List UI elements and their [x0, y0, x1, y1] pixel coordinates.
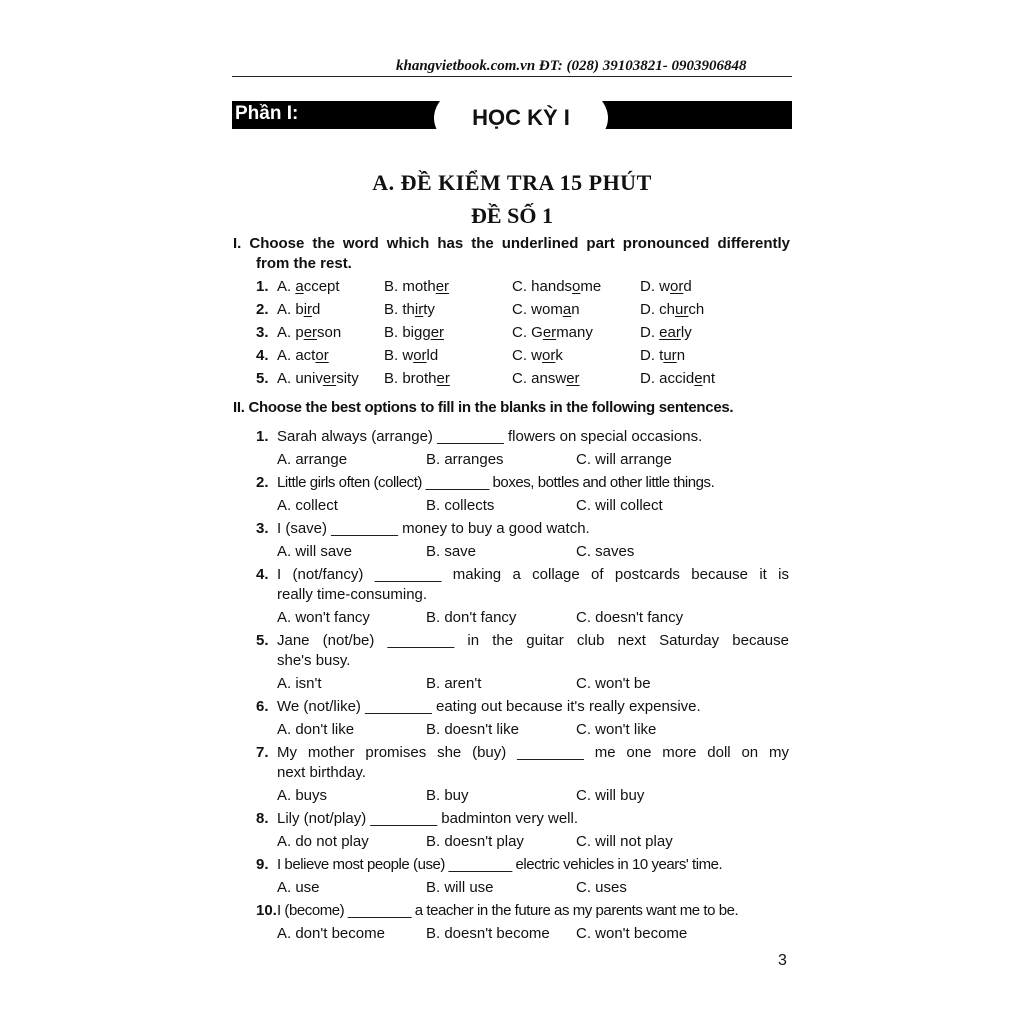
page-number: 3 [778, 952, 787, 969]
part2-question-text: Lily (not/play) ________ badminton very well. [277, 810, 579, 827]
underlined-sound: ear [659, 324, 681, 341]
option-text: B. moth [384, 278, 436, 295]
option-text: C. G [512, 324, 543, 341]
option-text: C. w [512, 347, 542, 364]
part2-option-a: A. collect [277, 497, 338, 514]
part2-question-text: I believe most people (use) ________ electric vehicles in 10 years' time. [277, 856, 723, 873]
option-text: n [571, 301, 580, 318]
part2-option-c: C. won't become [576, 925, 688, 942]
option-text: ccept [303, 278, 340, 295]
underlined-sound: er [430, 324, 445, 341]
option-text: ty [423, 301, 435, 318]
part2-option-c: C. will collect [576, 497, 663, 514]
part2-option-c: C. uses [576, 879, 627, 896]
option-text: A. p [277, 324, 304, 341]
part2-question-text-cont: really time-consuming. [277, 586, 428, 603]
part2-option-a: A. buys [277, 787, 328, 804]
header-divider [232, 76, 792, 77]
option-text: A. act [277, 347, 316, 364]
part1-option [512, 277, 601, 297]
part2-option-a: A. arrange [277, 451, 348, 468]
part1-option [384, 323, 444, 343]
option-text: sity [336, 370, 359, 387]
underlined-sound: a [562, 301, 572, 318]
underlined-sound: ur [675, 301, 689, 318]
part2-option-b: B. buy [426, 787, 469, 804]
option-text: me [580, 278, 602, 295]
underlined-sound: er [542, 324, 557, 341]
part2-option-c: C. will not play [576, 833, 673, 850]
part1-question-number: 4. [256, 347, 269, 364]
option-text: A. [277, 278, 296, 295]
part1-option [640, 323, 692, 343]
option-text: k [555, 347, 563, 364]
part1-option [512, 300, 580, 320]
part2-question-text: I (become) ________ a teacher in the future as my parents want me to be. [277, 902, 739, 919]
part2-option-a: A. won't fancy [277, 609, 370, 626]
part2-option-b: B. aren't [426, 675, 482, 692]
part1-option [512, 346, 563, 366]
test-title: ĐỀ SỐ 1 [471, 203, 553, 228]
part1-question-number: 2. [256, 301, 269, 318]
part2-option-a: A. don't become [277, 925, 385, 942]
underlined-sound: e [694, 370, 703, 387]
option-text: n [676, 347, 686, 364]
header-publisher-info: khangvietbook.com.vn ĐT: (028) 39103821- 0903906848 [396, 58, 747, 74]
part1-option [277, 277, 340, 297]
part1-question-number: 1. [256, 278, 269, 295]
part-label: Phần I: [235, 103, 299, 124]
part2-option-a: A. do not play [277, 833, 369, 850]
part2-question-text: We (not/like) ________ eating out because it's really expensive. [277, 698, 701, 715]
part2-question-text: I (not/fancy) ________ making a collage of postcards because it is [277, 566, 789, 583]
part2-question-text-cont: she's busy. [277, 652, 351, 669]
part2-option-c: C. saves [576, 543, 635, 560]
semester-title: HỌC KỲ I [472, 105, 570, 130]
option-text: ch [688, 301, 705, 318]
part2-option-b: B. doesn't become [426, 925, 550, 942]
part1-instruction: I. Choose the word which has the underlined part pronounced differently [233, 235, 790, 252]
part1-option [640, 346, 685, 366]
part2-option-b: B. save [426, 543, 477, 560]
part2-option-b: B. will use [426, 879, 494, 896]
option-text: C. wom [512, 301, 563, 318]
part1-option [512, 369, 580, 389]
option-text: d [312, 301, 321, 318]
part2-option-a: A. use [277, 879, 320, 896]
part1-option [277, 369, 359, 389]
option-text: B. w [384, 347, 414, 364]
option-text: D. accid [640, 370, 695, 387]
part2-question-number: 6. [256, 698, 269, 715]
part2-option-a: A. don't like [277, 721, 355, 738]
option-text: son [317, 324, 342, 341]
part1-question-number: 5. [256, 370, 269, 387]
underlined-sound: a [295, 278, 304, 295]
part2-option-b: B. doesn't like [426, 721, 519, 738]
part2-option-a: A. isn't [277, 675, 322, 692]
part2-option-c: C. doesn't fancy [576, 609, 684, 626]
part1-option [277, 346, 329, 366]
part2-question-number: 7. [256, 744, 269, 761]
option-text: A. b [277, 301, 304, 318]
underlined-sound: er [436, 370, 450, 387]
part2-option-c: C. won't like [576, 721, 657, 738]
part1-option [512, 323, 593, 343]
option-text: B. th [384, 301, 415, 318]
part2-question-text: Jane (not/be) ________ in the guitar club next Saturday because [277, 632, 789, 649]
part2-option-b: B. don't fancy [426, 609, 517, 626]
part2-option-c: C. won't be [576, 675, 651, 692]
underlined-sound: or [315, 347, 329, 364]
part2-question-number: 10. [256, 902, 277, 919]
underlined-sound: er [566, 370, 580, 387]
option-text: D. t [640, 347, 664, 364]
part2-question-number: 5. [256, 632, 269, 649]
underlined-sound: o [572, 278, 581, 295]
part2-option-b: B. collects [426, 497, 495, 514]
option-text: nt [702, 370, 716, 387]
option-text: ld [426, 347, 439, 364]
part2-option-b: B. doesn't play [426, 833, 524, 850]
part1-instruction-cont: from the rest. [256, 255, 352, 272]
option-text: D. [640, 324, 660, 341]
part2-option-a: A. will save [277, 543, 353, 560]
option-text: D. ch [640, 301, 676, 318]
part2-question-number: 8. [256, 810, 269, 827]
part2-option-c: C. will buy [576, 787, 645, 804]
part1-option [277, 323, 341, 343]
part1-question-number: 3. [256, 324, 269, 341]
underlined-sound: or [670, 278, 684, 295]
underlined-sound: er [303, 324, 318, 341]
part2-question-number: 4. [256, 566, 269, 583]
option-text: d [683, 278, 692, 295]
part2-option-b: B. arranges [426, 451, 504, 468]
option-text: many [556, 324, 593, 341]
underlined-sound: ur [663, 347, 677, 364]
option-text: B. broth [384, 370, 437, 387]
underlined-sound: ir [414, 301, 424, 318]
part1-option [384, 277, 449, 297]
underlined-sound: ir [303, 301, 313, 318]
part2-question-text-cont: next birthday. [277, 764, 366, 781]
section-title: A. ĐỀ KIỂM TRA 15 PHÚT [372, 170, 652, 195]
part1-option [640, 300, 704, 320]
part1-option [384, 369, 450, 389]
part2-question-number: 9. [256, 856, 269, 873]
part2-question-number: 2. [256, 474, 269, 491]
part2-question-text: Sarah always (arrange) ________ flowers on special occasions. [277, 428, 703, 445]
part2-option-c: C. will arrange [576, 451, 672, 468]
part1-option [640, 277, 692, 297]
option-text: C. hands [512, 278, 573, 295]
part2-question-number: 1. [256, 428, 269, 445]
underlined-sound: er [435, 278, 450, 295]
underlined-sound: er [322, 370, 337, 387]
part1-option [384, 300, 435, 320]
part2-question-text: I (save) ________ money to buy a good watch. [277, 520, 590, 537]
part2-question-number: 3. [256, 520, 269, 537]
part2-question-text: Little girls often (collect) ________ boxes, bottles and other little things. [277, 474, 715, 491]
part1-option [640, 369, 715, 389]
option-text: D. w [640, 278, 670, 295]
option-text: B. bigg [384, 324, 431, 341]
underlined-sound: or [542, 347, 556, 364]
option-text: C. answ [512, 370, 567, 387]
part2-question-text: My mother promises she (buy) ________ me one more doll on my [277, 744, 789, 761]
underlined-sound: or [413, 347, 427, 364]
option-text: A. univ [277, 370, 323, 387]
part2-instruction: II. Choose the best options to fill in the blanks in the following sentences. [233, 399, 734, 416]
part1-option [277, 300, 320, 320]
option-text: ly [680, 324, 692, 341]
part1-option [384, 346, 438, 366]
